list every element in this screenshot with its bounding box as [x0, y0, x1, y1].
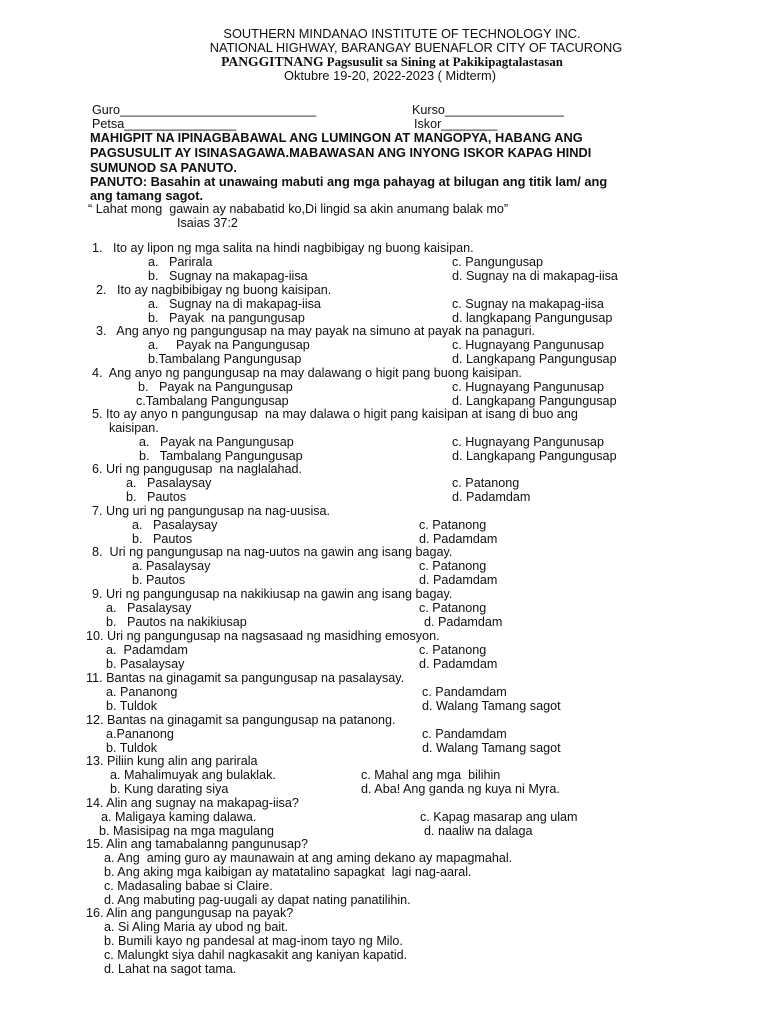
iskor-field[interactable]: Iskor________	[414, 117, 498, 131]
q14-option-c[interactable]: c. Kapag masarap ang ulam	[420, 810, 578, 824]
q8-option-a[interactable]: a. Pasalaysay	[132, 559, 211, 573]
q8-option-b[interactable]: b. Pautos	[132, 573, 186, 587]
q1-option-d[interactable]: d. Sugnay na di makapag-iisa	[452, 269, 618, 283]
q10-option-c[interactable]: c. Patanong	[419, 643, 487, 657]
question-6: 6. Uri ng pangugusap na naglalahad.	[92, 462, 303, 476]
q15-option-d[interactable]: d. Ang mabuting pag-uugali ay dapat nating panatilihin.	[104, 893, 411, 907]
q16-option-c[interactable]: c. Malungkt siya dahil nagkasakit ang kaniyan kapatid.	[104, 948, 408, 962]
question-15: 15. Alin ang tamabalanng pangunusap?	[86, 837, 308, 851]
q14-option-a[interactable]: a. Maligaya kaming dalawa.	[101, 810, 257, 824]
q16-option-a[interactable]: a. Si Aling Maria ay ubod ng bait.	[104, 920, 289, 934]
q10-option-a[interactable]: a. Padamdam	[106, 643, 188, 657]
q7-option-d[interactable]: d. Padamdam	[419, 532, 498, 546]
exam-title-part1: PANGGITNANG	[221, 54, 324, 69]
q13-option-d[interactable]: d. Aba! Ang ganda ng kuya ni Myra.	[361, 782, 560, 796]
q2-option-a[interactable]: a. Sugnay na di makapag-iisa	[148, 297, 321, 311]
question-13: 13. Piliin kung alin ang parirala	[86, 754, 258, 768]
q9-option-c[interactable]: c. Patanong	[419, 601, 487, 615]
q4-option-c[interactable]: c. Hugnayang Pangunusap	[452, 380, 604, 394]
q13-option-b[interactable]: b. Kung darating siya	[110, 782, 229, 796]
q6-option-b[interactable]: b. Pautos	[126, 490, 187, 504]
panuto-line-2: ang tamang sagot.	[90, 188, 204, 203]
q6-option-a[interactable]: a. Pasalaysay	[126, 476, 212, 490]
question-4: 4. Ang anyo ng pangungusap na may dalawang o higit pang buong kaisipan.	[92, 366, 522, 380]
q3-option-c[interactable]: c. Hugnayang Pangunusap	[452, 338, 604, 352]
q16-option-d[interactable]: d. Lahat na sagot tama.	[104, 962, 237, 976]
q13-option-c[interactable]: c. Mahal ang mga bilihin	[361, 768, 501, 782]
q15-option-b[interactable]: b. Ang aking mga kaibigan ay matatalino sapagkat lagi nag-aaral.	[104, 865, 472, 879]
q13-option-a[interactable]: a. Mahalimuyak ang bulaklak.	[110, 768, 276, 782]
q16-option-b[interactable]: b. Bumili kayo ng pandesal at mag-inom tayo ng Milo.	[104, 934, 403, 948]
school-address: NATIONAL HIGHWAY, BARANGAY BUENAFLOR CITY OF TACURONG	[209, 40, 623, 55]
guro-field[interactable]: Guro____________________________	[92, 103, 317, 117]
q11-option-a[interactable]: a. Pananong	[106, 685, 178, 699]
q11-option-c[interactable]: c. Pandamdam	[422, 685, 507, 699]
q8-option-c[interactable]: c. Patanong	[419, 559, 487, 573]
question-11: 11. Bantas na ginagamit sa pangungusap na pasalaysay.	[86, 671, 405, 685]
q12-option-d[interactable]: d. Walang Tamang sagot	[422, 741, 561, 755]
q8-option-d[interactable]: d. Padamdam	[419, 573, 498, 587]
q5-option-a[interactable]: a. Payak na Pangungusap	[139, 435, 294, 449]
question-2: 2. Ito ay nagbibibigay ng buong kaisipan.	[96, 283, 332, 297]
q10-option-b[interactable]: b. Pasalaysay	[106, 657, 185, 671]
exam-date: Oktubre 19-20, 2022-2023 ( Midterm)	[284, 68, 496, 83]
question-12: 12. Bantas na ginagamit sa pangungusap na patanong.	[86, 713, 396, 727]
q1-option-a[interactable]: a. Parirala	[148, 255, 213, 269]
q6-option-c[interactable]: c. Patanong	[452, 476, 520, 490]
warning-line-3: SUMUNOD SA PANUTO.	[90, 160, 237, 175]
q6-option-d[interactable]: d. Padamdam	[452, 490, 531, 504]
q12-option-b[interactable]: b. Tuldok	[106, 741, 158, 755]
question-10: 10. Uri ng pangungusap na nagsasaad ng masidhing emosyon.	[86, 629, 440, 643]
verse-quote: “ Lahat mong gawain ay nababatid ko,Di lingid sa akin anumang balak mo”	[88, 202, 509, 216]
q10-option-d[interactable]: d. Padamdam	[419, 657, 498, 671]
q2-option-d[interactable]: d. langkapang Pangungusap	[452, 311, 613, 325]
q14-option-b[interactable]: b. Masisipag na mga magulang	[99, 824, 275, 838]
q4-option-d[interactable]: d. Langkapang Pangungusap	[452, 394, 617, 408]
warning-line-2: PAGSUSULIT AY ISINASAGAWA.MABAWASAN ANG INYONG ISKOR KAPAG HINDI	[90, 145, 592, 160]
q11-option-b[interactable]: b. Tuldok	[106, 699, 158, 713]
school-name: SOUTHERN MINDANAO INSTITUTE OF TECHNOLOGY INC.	[223, 26, 581, 41]
q5-option-b[interactable]: b. Tambalang Pangungusap	[139, 449, 303, 463]
warning-line-1: MAHIGPIT NA IPINAGBABAWAL ANG LUMINGON AT MANGOPYA, HABANG ANG	[90, 130, 583, 145]
question-9: 9. Uri ng pangungusap na nakikiusap na gawin ang isang bagay.	[92, 587, 453, 601]
q7-option-c[interactable]: c. Patanong	[419, 518, 487, 532]
question-14: 14. Alin ang sugnay na makapag-iisa?	[86, 796, 299, 810]
question-7: 7. Ung uri ng pangungusap na nag-uusisa.	[92, 504, 331, 518]
exam-header	[0, 27, 768, 83]
q9-option-b[interactable]: b. Pautos na nakikiusap	[106, 615, 247, 629]
q12-option-c[interactable]: c. Pandamdam	[422, 727, 507, 741]
exam-title	[8, 55, 768, 69]
q12-option-a[interactable]: a.Pananong	[106, 727, 174, 741]
q7-option-a[interactable]: a. Pasalaysay	[132, 518, 218, 532]
q1-option-b[interactable]: b. Sugnay na makapag-iisa	[148, 269, 308, 283]
q2-option-b[interactable]: b. Payak na pangungusap	[148, 311, 305, 325]
q4-option-b[interactable]: c.Tambalang Pangungusap	[136, 394, 289, 408]
exam-title-part2: Pagsusulit sa Sining at Pakikipagtalastasan	[323, 55, 563, 69]
q4-option-a[interactable]: b. Payak na Pangungusap	[138, 380, 293, 394]
q1-option-c[interactable]: c. Pangungusap	[452, 255, 544, 269]
question-5-cont: kaisipan.	[109, 421, 159, 435]
panuto-line-1: PANUTO: Basahin at unawaing mabuti ang mga pahayag at bilugan ang titik lam/ ang	[90, 174, 608, 189]
q5-option-d[interactable]: d. Langkapang Pangungusap	[452, 449, 617, 463]
q3-option-d[interactable]: d. Langkapang Pangungusap	[452, 352, 617, 366]
q5-option-c[interactable]: c. Hugnayang Pangunusap	[452, 435, 604, 449]
verse-reference: Isaias 37:2	[177, 216, 238, 230]
question-1: 1. Ito ay lipon ng mga salita na hindi nagbibigay ng buong kaisipan.	[92, 241, 474, 255]
question-5: 5. Ito ay anyo n pangungusap na may dalawa o higit pang kaisipan at isang di buo ang	[92, 407, 578, 421]
question-3: 3. Ang anyo ng pangungusap na may payak na simuno at payak na panaguri.	[96, 324, 535, 338]
question-16: 16. Alin ang pangungusap na payak?	[86, 906, 294, 920]
q15-option-a[interactable]: a. Ang aming guro ay maunawain at ang aming dekano ay mapagmahal.	[104, 851, 513, 865]
q3-option-a[interactable]: a. Payak na Pangungusap	[148, 338, 310, 352]
q15-option-c[interactable]: c. Madasaling babae si Claire.	[104, 879, 273, 893]
q9-option-a[interactable]: a. Pasalaysay	[106, 601, 192, 615]
petsa-field[interactable]: Petsa________________	[92, 117, 237, 131]
kurso-field[interactable]: Kurso_________________	[412, 103, 564, 117]
q2-option-c[interactable]: c. Sugnay na makapag-iisa	[452, 297, 604, 311]
q7-option-b[interactable]: b. Pautos	[132, 532, 193, 546]
question-8: 8. Uri ng pangungusap na nag-uutos na gawin ang isang bagay.	[92, 545, 453, 559]
q14-option-d[interactable]: d. naaliw na dalaga	[424, 824, 533, 838]
q11-option-d[interactable]: d. Walang Tamang sagot	[422, 699, 561, 713]
q3-option-b[interactable]: b.Tambalang Pangungusap	[148, 352, 302, 366]
q9-option-d[interactable]: d. Padamdam	[424, 615, 503, 629]
